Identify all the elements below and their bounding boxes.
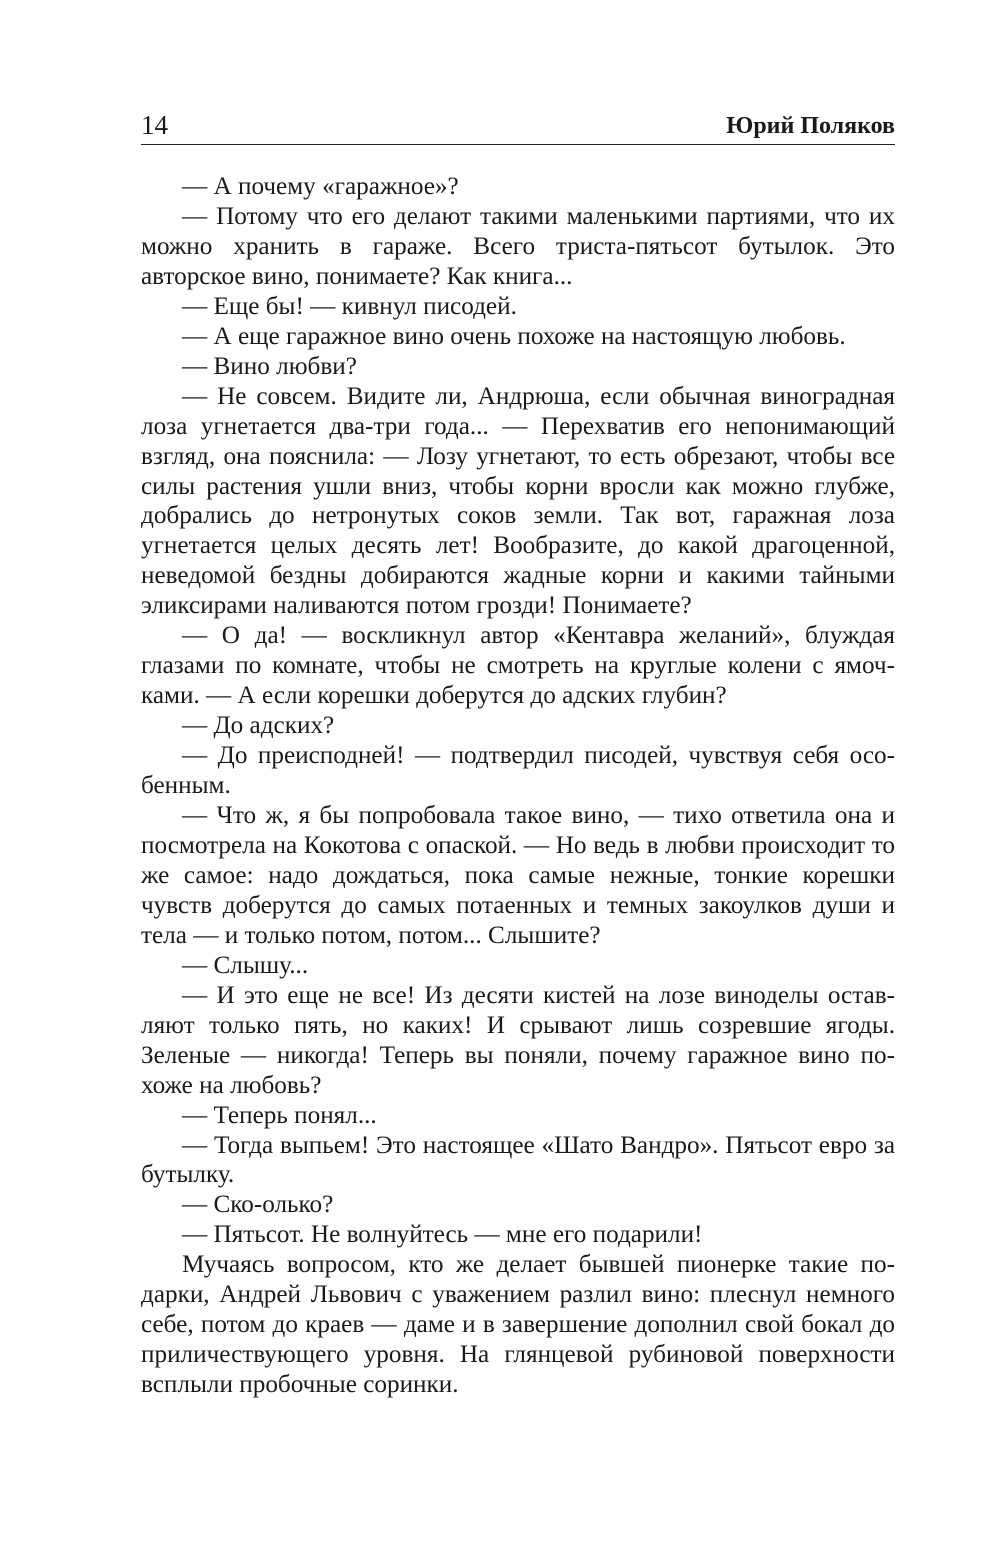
- page-header: [141, 110, 895, 145]
- paragraph: — Не совсем. Видите ли, Андрюша, если обычная виноградная лоза угнетается два-три года... — Перехватив его непонимающий взгляд, она пояснила: — Лозу угнетают, то есть обрезают, чтобы все силы растения ушли вниз, чтобы корни вросли как можно глубже, добрались до нетронутых соков земли. Так вот, гаражная лоза угнетается целых десять лет! Вообразите, до какой драгоценной, неведомой бездны добираются жадные корни и какими тайными эликсирами наливаются потом грозди! Понимаете?: [141, 382, 895, 620]
- paragraph: — Тогда выпьем! Это настоящее «Шато Вандро». Пятьсот евро за бутылку.: [141, 1131, 895, 1189]
- paragraph: — Пятьсот. Не волнуйтесь — мне его подарили!: [182, 1221, 703, 1249]
- running-head-author: Юрий Поляков: [726, 113, 895, 139]
- paragraph: — Потому что его делают такими маленькими партиями, что их можно хранить в гараже. Всего триста-пятьсот бутылок. Это авторское вино, понимаете? Как книга...: [141, 202, 895, 290]
- paragraph: — А почему «гаражное»?: [182, 173, 459, 200]
- text-body: [141, 172, 895, 1400]
- paragraph: — Вино любви?: [182, 352, 357, 380]
- paragraph: — Что ж, я бы попробовала такое вино, — тихо ответила она и посмотрела на Кокотова с опаской. — Но ведь в любви происходит то же самое: надо дождаться, пока самые нежные, тонкие корешки чувств доберутся до самых потаенных и темных закоулков души и тела — и только потом, потом... Слышите?: [141, 802, 895, 949]
- paragraph: — До преисподней! — подтвердил писодей, чувствуя себя особенным.: [141, 742, 895, 800]
- paragraph: — О да! — воскликнул автор «Кентавра желаний», блуждая глазами по комнате, чтобы не смотреть на круглые колени с ямочками. — А если корешки доберутся до адских глубин?: [141, 622, 895, 710]
- page-number: 14: [141, 110, 168, 140]
- paragraph: Мучаясь вопросом, кто же делает бывшей пионерке такие подарки, Андрей Львович с уважением разлил вино: плеснул немного себе, потом до краев — даме и в завершение дополнил свой бокал до приличествующего уровня. На глянцевой рубиновой поверхности всплыли пробочные соринки.: [141, 1251, 895, 1399]
- paragraph: — Еще бы! — кивнул писодей.: [182, 292, 517, 320]
- paragraph: — Слышу...: [182, 951, 309, 979]
- paragraph: — Теперь понял...: [182, 1101, 377, 1129]
- paragraph: — А еще гаражное вино очень похоже на настоящую любовь.: [182, 322, 846, 350]
- paragraph: — До адских?: [182, 712, 335, 740]
- paragraph: — Ско-олько?: [182, 1191, 334, 1219]
- paragraph: — И это еще не все! Из десяти кистей на лозе виноделы оставляют только пять, но каких! И срывают лишь созревшие ягоды. Зеленые — никогда! Теперь вы поняли, почему гаражное вино похоже на любовь?: [141, 981, 895, 1099]
